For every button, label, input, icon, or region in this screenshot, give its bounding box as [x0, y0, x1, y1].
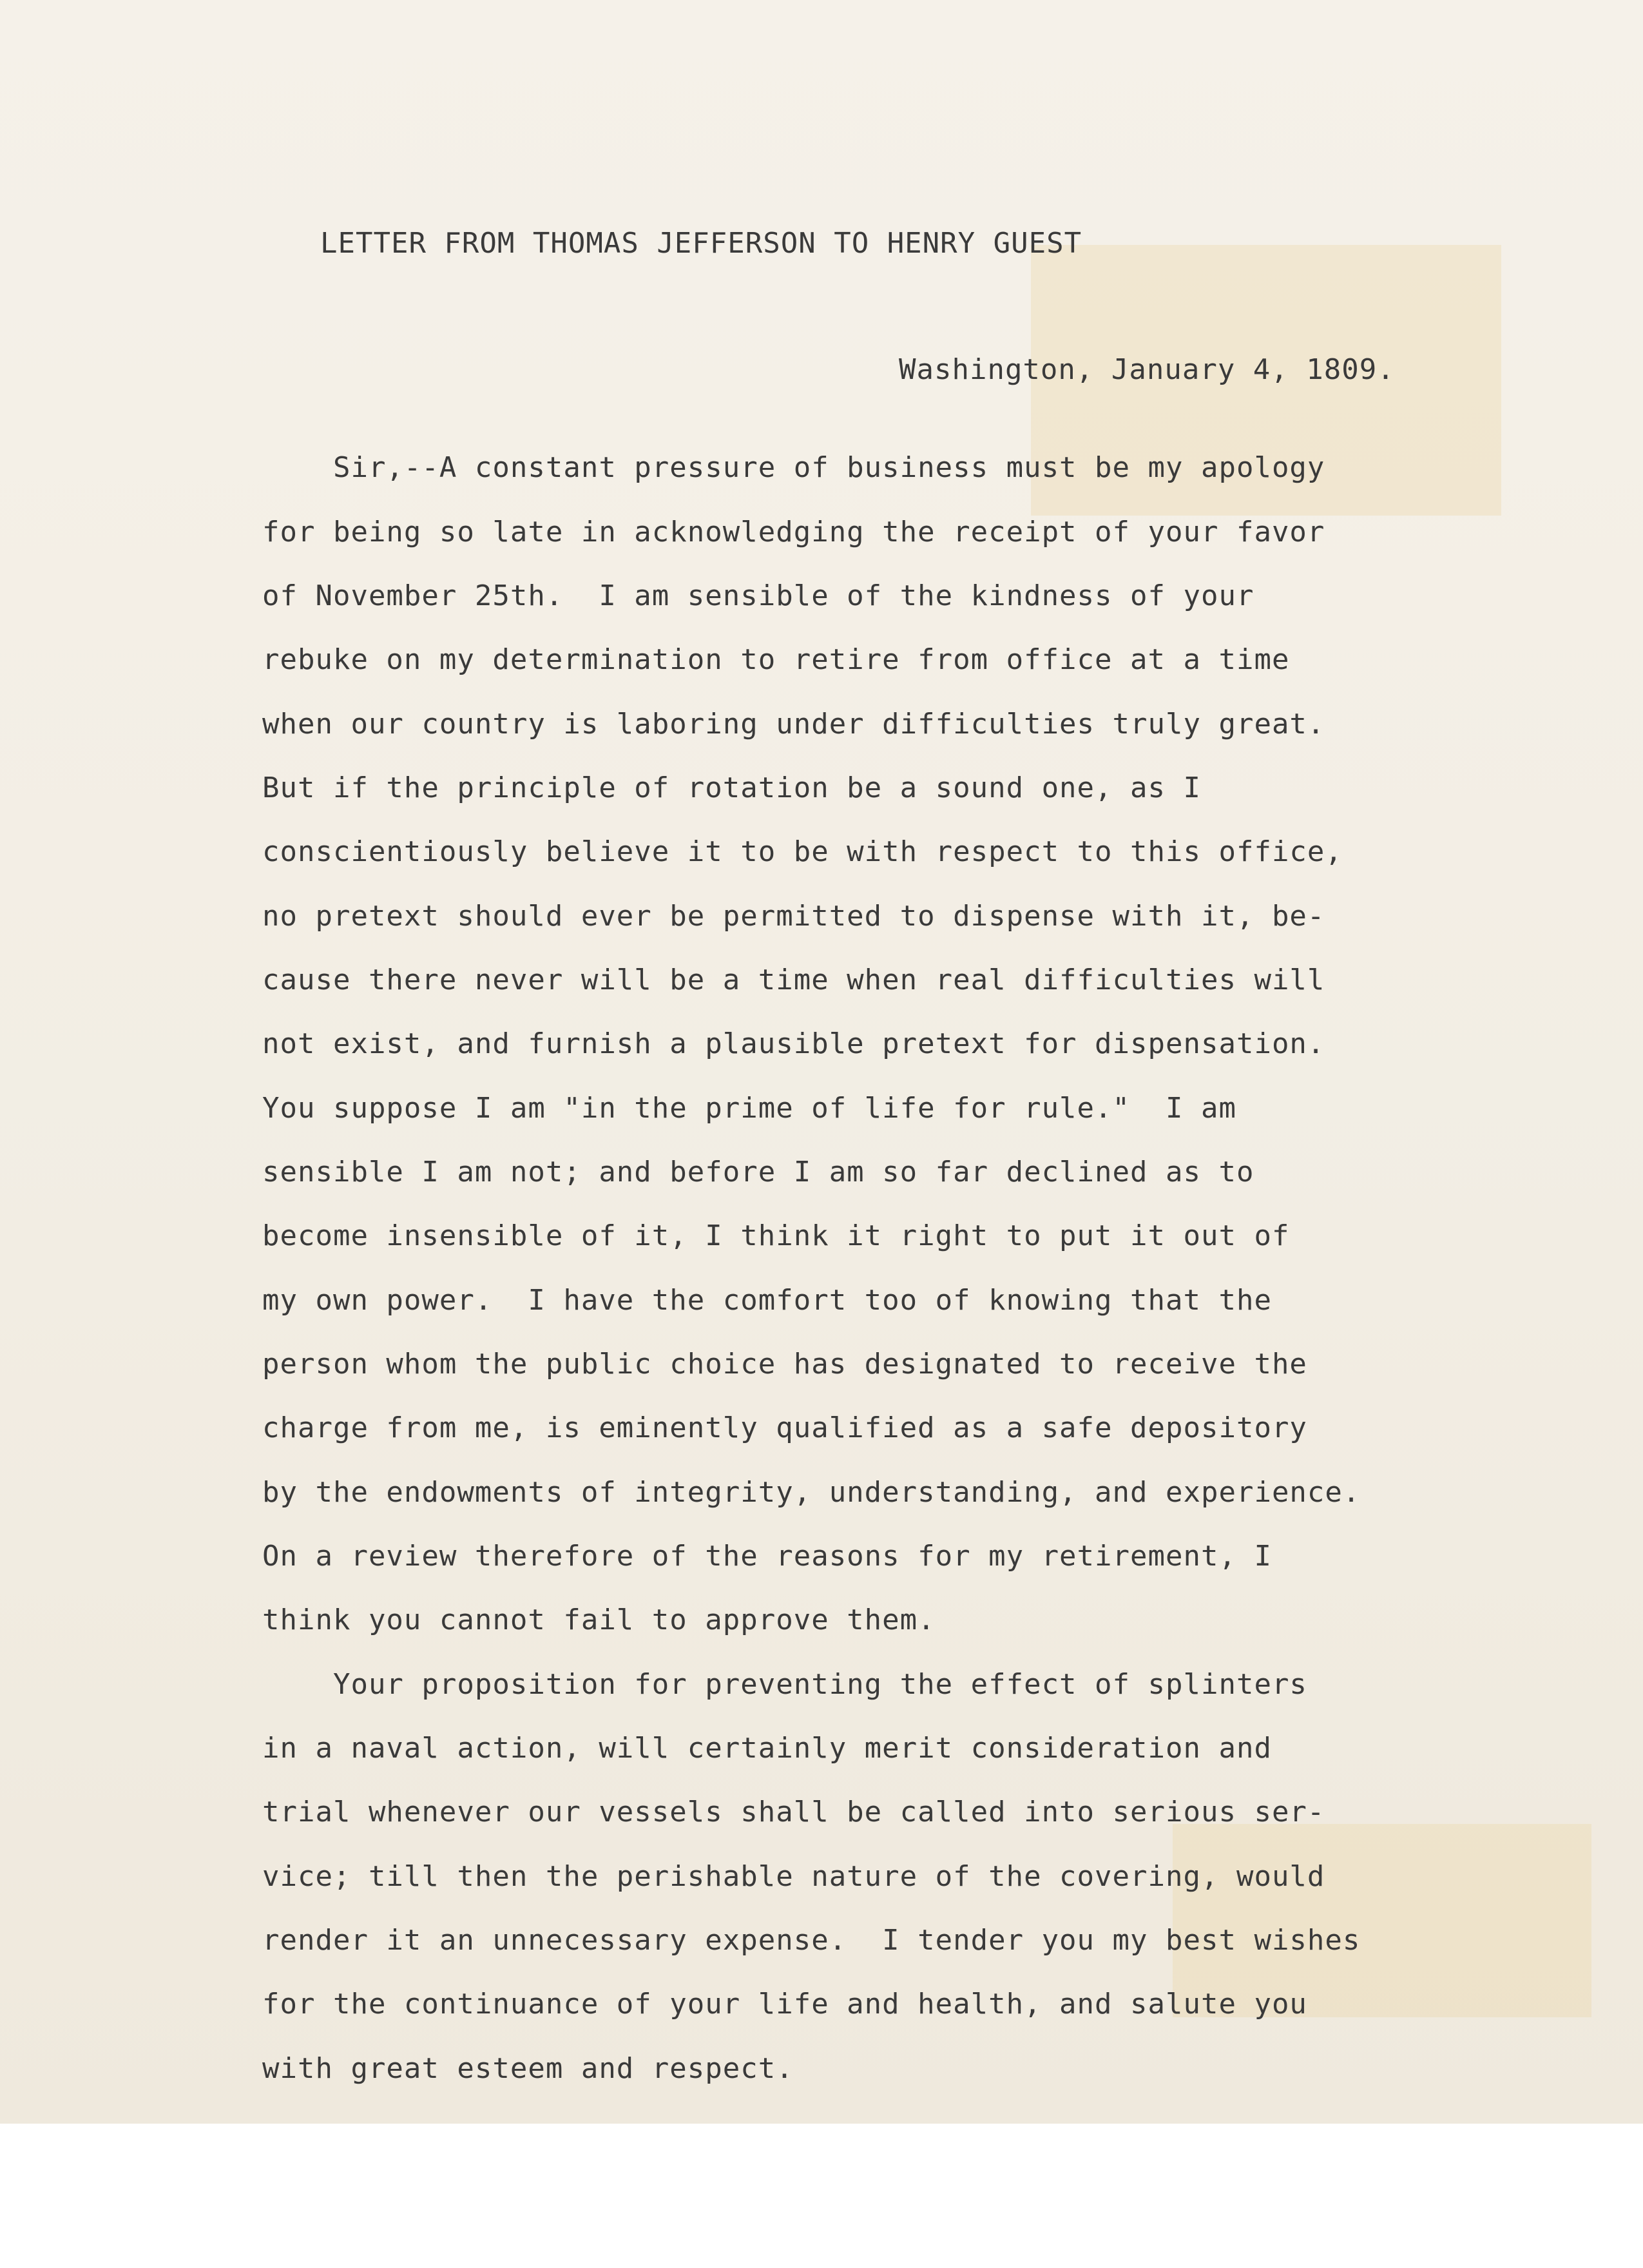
letter-line: in a naval action, will certainly merit consideration and — [262, 1732, 1272, 1765]
letter-line: cause there never will be a time when real difficulties will — [262, 964, 1325, 996]
letter-line: think you cannot fail to approve them. — [262, 1604, 936, 1636]
letter-line: with great esteem and respect. — [262, 2052, 794, 2085]
letter-title: LETTER FROM THOMAS JEFFERSON TO HENRY GUEST — [320, 227, 1082, 260]
letter-line: charge from me, is eminently qualified as a safe depository — [262, 1411, 1307, 1444]
letter-line: become insensible of it, I think it right to put it out of — [262, 1219, 1290, 1252]
letter-line: sensible I am not; and before I am so far declined as to — [262, 1156, 1254, 1188]
letter-line: of November 25th. I am sensible of the kindness of your — [262, 579, 1254, 612]
letter-line: by the endowments of integrity, understanding, and experience. — [262, 1476, 1361, 1509]
letter-line: vice; till then the perishable nature of the covering, would — [262, 1860, 1325, 1893]
scan-margin — [0, 2124, 1643, 2268]
letter-line: trial whenever our vessels shall be called into serious ser- — [262, 1796, 1325, 1828]
letter-dateline: Washington, January 4, 1809. — [899, 353, 1395, 386]
letter-line: no pretext should ever be permitted to dispense with it, be- — [262, 900, 1325, 933]
letter-line: for the continuance of your life and health, and salute you — [262, 1988, 1307, 2021]
letter-line: Your proposition for preventing the effect of splinters — [262, 1668, 1307, 1701]
letter-line: You suppose I am "in the prime of life for rule." I am — [262, 1092, 1236, 1125]
letter-line: my own power. I have the comfort too of knowing that the — [262, 1284, 1272, 1317]
letter-line: On a review therefore of the reasons for my retirement, I — [262, 1540, 1272, 1573]
letter-line: for being so late in acknowledging the receipt of your favor — [262, 516, 1325, 548]
letter-line: But if the principle of rotation be a sound one, as I — [262, 771, 1201, 804]
letter-line: conscientiously believe it to be with respect to this office, — [262, 835, 1343, 868]
letter-line: person whom the public choice has designated to receive the — [262, 1348, 1307, 1381]
letter-line: when our country is laboring under difficulties truly great. — [262, 708, 1325, 741]
letter-line: render it an unnecessary expense. I tender you my best wishes — [262, 1924, 1361, 1957]
letter-line: Sir,--A constant pressure of business must be my apology — [262, 451, 1325, 484]
letter-line: not exist, and furnish a plausible pretext for dispensation. — [262, 1027, 1325, 1060]
letter-line: rebuke on my determination to retire from office at a time — [262, 643, 1290, 676]
